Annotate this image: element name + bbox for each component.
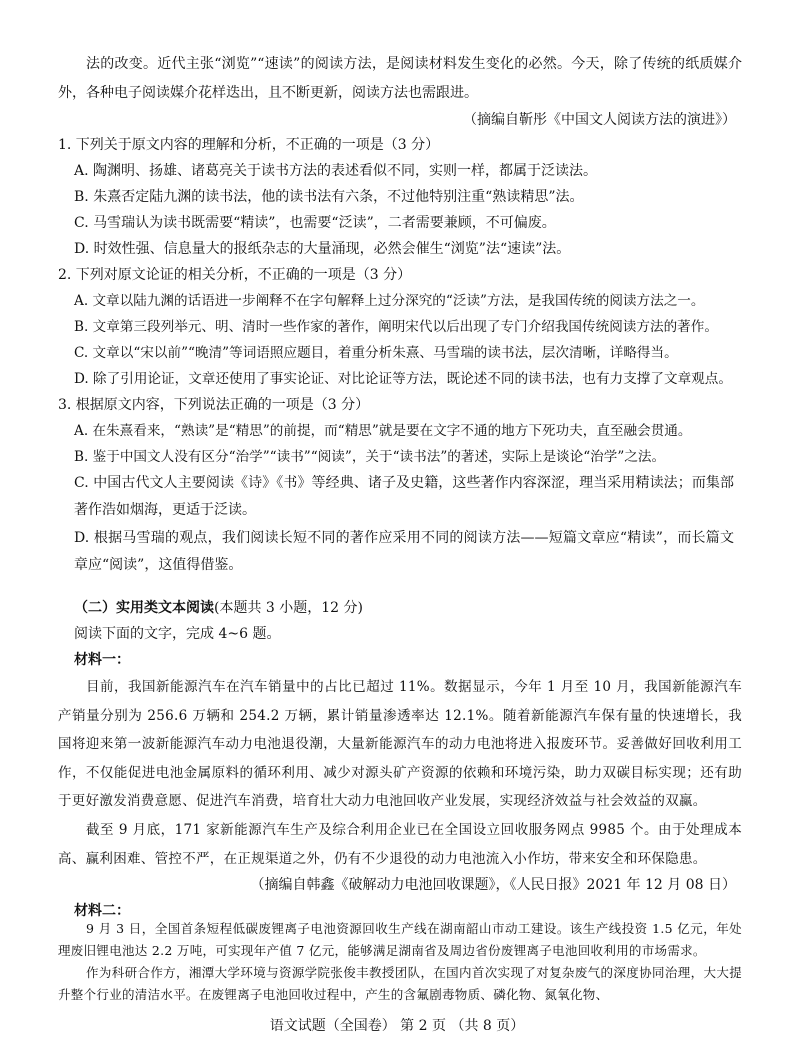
question-1-stem: 1. 下列关于原文内容的理解和分析，不正确的一项是（3 分） [58, 137, 440, 153]
intro-paragraph: 法的改变。近代主张“浏览”“速读”的阅读方法，是阅读材料发生变化的必然。今天，除了传统的纸质媒介外，各种电子阅读媒介花样迭出，且不断更新，阅读方法也需跟进。 [58, 56, 742, 101]
question-1-option-c: C. 马雪瑞认为读书既需要“精读”，也需要“泛读”，二者需要兼顾，不可偏废。 [74, 215, 556, 231]
question-1-option-b: B. 朱熹否定陆九渊的读书法，他的读书法有六条，不过他特别注重“熟读精思”法。 [74, 189, 584, 205]
material-2-paragraph-1: 9 月 3 日，全国首条短程低碳废锂离子电池资源回收生产线在湖南韶山市动工建设。该生产线投资 1.5 亿元，年处理废旧锂电池达 2.2 万吨，可实现年产值 7 亿元，能够满足湖南省及周边省份废锂离子电池回收利用的市场需求。 [58, 921, 742, 958]
question-2-option-d: D. 除了引用论证，文章还使用了事实论证、对比论证等方法，既论述不同的读书法，也有力支撑了文章观点。 [74, 371, 732, 387]
material-1-paragraph-1: 目前，我国新能源汽车在汽车销量中的占比已超过 11%。数据显示，今年 1 月至 10 月，我国新能源汽车产销量分别为 256.6 万辆和 254.2 万辆，累计销量渗透率达 12.1%。随着新能源汽车保有量的快速增长，我国将迎来第一波新能源汽车动力电池退役潮，大量新能源汽车的动力电池将进入报废环节。妥善做好回收利用工作，不仅能促进电池金属原料的循环利用、减少对源头矿产资源的依赖和环境污染，助力双碳目标实现；还有助于更好激发消费意愿、促进汽车消费，培育壮大动力电池回收产业发展，实现经济效益与社会效益的双赢。 [58, 679, 742, 809]
page-footer: 语文试题（全国卷） 第 2 页 （共 8 页） [269, 1018, 525, 1034]
question-3-option-a: A. 在朱熹看来，“熟读”是“精思”的前提，而“精思”就是要在文字不通的地方下死功夫，直至融会贯通。 [74, 423, 692, 439]
intro-source: （摘编自靳彤《中国文人阅读方法的演进》） [463, 112, 736, 128]
question-3-stem: 3. 根据原文内容，下列说法正确的一项是（3 分） [58, 397, 370, 413]
material-1-paragraph-2: 截至 9 月底，171 家新能源汽车生产及综合利用企业已在全国设立回收服务网点 9985 个。由于处理成本高、赢利困难、管控不严，在正规渠道之外，仍有不少退役的动力电池流入小作坊，带来安全和环保隐患。 [58, 822, 742, 867]
section-2-instruction: 阅读下面的文字，完成 4~6 题。 [74, 626, 281, 642]
question-3-option-d: D. 根据马雪瑞的观点，我们阅读长短不同的著作应采用不同的阅读方法——短篇文章应“精读”，而长篇文章应“阅读”，这值得借鉴。 [74, 530, 734, 573]
section-2-title [74, 595, 363, 621]
material-2-label: 材料二： [74, 903, 130, 919]
question-2-stem: 2. 下列对原文论证的相关分析，不正确的一项是（3 分） [58, 267, 412, 283]
question-3-option-c: C. 中国古代文人主要阅读《诗》《书》等经典、诸子及史籍，这些著作内容深涩，理当采用精读法；而集部著作浩如烟海，更适于泛读。 [74, 475, 734, 518]
question-2-option-b: B. 文章第三段列举元、明、清时一些作家的著作，阐明宋代以后出现了专门介绍我国传统阅读方法的著作。 [74, 319, 718, 335]
question-2-option-a: A. 文章以陆九渊的话语进一步阐释不在字句解释上过分深究的“泛读”方法，是我国传统的阅读方法之一。 [74, 293, 705, 309]
question-1-option-a: A. 陶渊明、扬雄、诸葛亮关于读书方法的表述看似不同，实则一样，都属于泛读法。 [74, 163, 598, 179]
material-1-source: （摘编自韩鑫《破解动力电池回收课题》，《人民日报》2021 年 12 月 08 日） [250, 877, 736, 893]
material-2-region [0, 918, 794, 1006]
section-2-title-rest: (本题共 3 小题，12 分) [214, 600, 363, 616]
question-3-option-b: B. 鉴于中国文人没有区分“治学”“读书”“阅读”，关于“读书法”的著述，实际上是谈论“治学”之法。 [74, 449, 666, 465]
material-2-paragraph-2: 作为科研合作方，湘潭大学环境与资源学院张俊丰教授团队，在国内首次实现了对复杂废气的深度协同治理，大大提升整个行业的清洁水平。在废锂离子电池回收过程中，产生的含氟剧毒物质、磷化物、氮氧化物、 [58, 965, 742, 1002]
question-1-option-d: D. 时效性强、信息量大的报纸杂志的大量涌现，必然会催生“浏览”法“速读”法。 [74, 241, 571, 257]
question-2-option-c: C. 文章以“宋以前”“晚清”等词语照应题目，着重分析朱熹、马雪瑞的读书法，层次清晰，详略得当。 [74, 345, 678, 361]
material-1-label: 材料一： [74, 652, 130, 668]
section-2-title-bold: （二）实用类文本阅读 [74, 600, 214, 616]
